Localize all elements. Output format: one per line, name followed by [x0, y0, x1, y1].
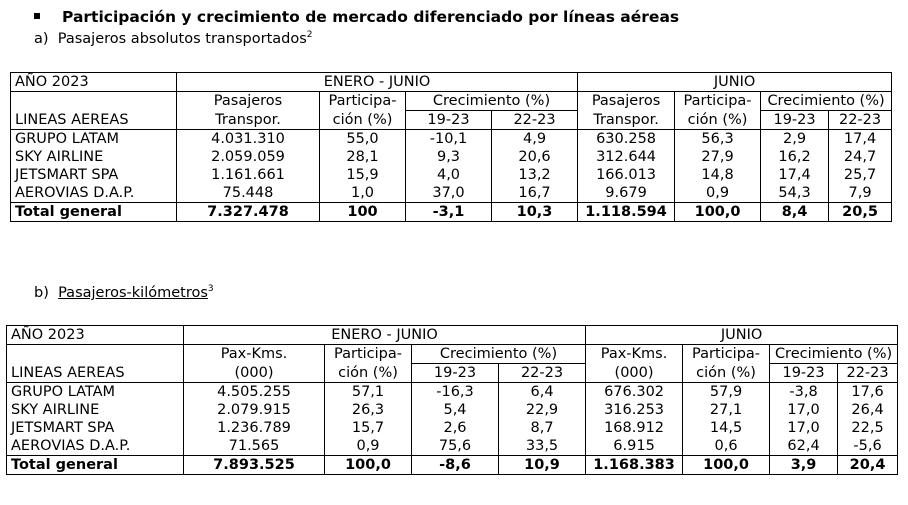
growth-19-23-value: 2,6: [412, 419, 499, 437]
june-share-value: 56,3: [675, 130, 761, 149]
period-1-header: ENERO - JUNIO: [177, 73, 578, 92]
june-growth-22-23-value: 24,7: [829, 148, 892, 166]
june-share-value: 14,5: [683, 419, 770, 437]
share-header-line-1: Participa-: [325, 345, 412, 364]
table-row: [7, 437, 898, 456]
header-spacer: [7, 345, 184, 364]
metric-header-line-2: Transpor.: [578, 111, 675, 130]
total-growth-19-23-value: -3,1: [406, 203, 492, 222]
june-growth-22-23-value: 25,7: [829, 166, 892, 184]
june-share-value: 0,9: [675, 184, 761, 203]
june-passengers-value: 166.013: [596, 167, 657, 183]
june-passengers-value: 6.915: [613, 438, 655, 454]
june-growth-22-23-value: 7,9: [829, 184, 892, 203]
share-header-line-2: ción (%): [683, 364, 770, 383]
june-share-value: 27,9: [675, 148, 761, 166]
total-june-growth-19-23-value: 8,4: [761, 203, 829, 222]
growth-22-23-header: 22-23: [492, 111, 578, 130]
total-row: [7, 456, 898, 475]
total-june-passengers-value: 1.118.594: [578, 203, 675, 222]
total-passengers-value: 7.893.525: [184, 456, 325, 475]
bullet-icon: [34, 13, 40, 19]
year-label: AÑO 2023: [11, 73, 177, 92]
airlines-header: LINEAS AEREAS: [7, 364, 184, 383]
growth-header: Crecimiento (%): [412, 345, 586, 364]
june-share-value: 57,9: [683, 383, 770, 402]
share-header-line-1: Participa-: [683, 345, 770, 364]
share-value: 57,1: [325, 383, 412, 402]
june-share-value: 0,6: [683, 437, 770, 456]
airline-name: JETSMART SPA: [7, 419, 184, 437]
metric-header-line-2: Transpor.: [177, 111, 320, 130]
growth-19-23-value: 37,0: [406, 184, 492, 203]
table-a: [10, 72, 892, 222]
growth-19-23-header: 19-23: [761, 111, 829, 130]
june-growth-22-23-value: 17,4: [829, 130, 892, 149]
share-value: 15,9: [320, 166, 406, 184]
growth-19-23-header: 19-23: [412, 364, 499, 383]
airline-name: AEROVIAS D.A.P.: [11, 184, 177, 203]
share-value: 15,7: [325, 419, 412, 437]
total-row: [11, 203, 892, 222]
growth-19-23-value: 9,3: [406, 148, 492, 166]
growth-22-23-value: 6,4: [499, 383, 586, 402]
airline-name: SKY AIRLINE: [11, 148, 177, 166]
total-june-growth-22-23-value: 20,5: [829, 203, 892, 222]
total-label: Total general: [11, 203, 177, 222]
june-passengers-value: 630.258: [596, 131, 657, 147]
share-value: 28,1: [320, 148, 406, 166]
total-june-share-value: 100,0: [683, 456, 770, 475]
growth-22-23-value: 4,9: [492, 130, 578, 149]
june-passengers-value: 9.679: [605, 185, 647, 201]
total-june-growth-22-23-value: 20,4: [838, 456, 898, 475]
june-passengers-value: 676.302: [604, 384, 665, 400]
total-passengers-value: 7.327.478: [177, 203, 320, 222]
passengers-value: 1.161.661: [211, 167, 285, 183]
june-growth-19-23-value: 17,0: [770, 401, 838, 419]
june-passengers-value: 312.644: [596, 149, 657, 165]
table-row: [7, 419, 898, 437]
header-row-1: [11, 73, 892, 92]
growth-header: Crecimiento (%): [406, 92, 578, 111]
share-value: 1,0: [320, 184, 406, 203]
total-growth-22-23-value: 10,3: [492, 203, 578, 222]
growth-header: Crecimiento (%): [770, 345, 898, 364]
growth-22-23-header: 22-23: [838, 364, 898, 383]
airline-name: SKY AIRLINE: [7, 401, 184, 419]
metric-header-line-2: (000): [586, 364, 683, 383]
growth-22-23-value: 22,9: [499, 401, 586, 419]
growth-22-23-header: 22-23: [499, 364, 586, 383]
passengers-value: 2.059.059: [211, 149, 285, 165]
growth-19-23-header: 19-23: [406, 111, 492, 130]
june-growth-19-23-value: 2,9: [761, 130, 829, 149]
airlines-header: LINEAS AEREAS: [11, 111, 177, 130]
june-passengers-value: 316.253: [604, 402, 665, 418]
section-a-heading: a) Pasajeros absolutos transportados$^2$: [34, 30, 313, 47]
growth-19-23-value: -16,3: [412, 383, 499, 402]
total-share-value: 100,0: [325, 456, 412, 475]
growth-19-23-value: 4,0: [406, 166, 492, 184]
growth-22-23-header: 22-23: [829, 111, 892, 130]
growth-19-23-value: 5,4: [412, 401, 499, 419]
june-growth-19-23-value: 62,4: [770, 437, 838, 456]
june-growth-19-23-value: 54,3: [761, 184, 829, 203]
airline-name: JETSMART SPA: [11, 166, 177, 184]
june-growth-19-23-value: 16,2: [761, 148, 829, 166]
growth-22-23-value: 8,7: [499, 419, 586, 437]
metric-header-line-1: Pasajeros: [213, 93, 283, 110]
period-1-header: ENERO - JUNIO: [184, 326, 586, 345]
header-spacer: [11, 92, 177, 111]
total-growth-22-23-value: 10,9: [499, 456, 586, 475]
share-header-line-2: ción (%): [675, 111, 761, 130]
total-june-share-value: 100,0: [675, 203, 761, 222]
growth-19-23-header: 19-23: [770, 364, 838, 383]
airline-name: GRUPO LATAM: [7, 383, 184, 402]
period-2-header: JUNIO: [578, 73, 892, 92]
header-row-3: [11, 111, 892, 130]
share-header-line-2: ción (%): [325, 364, 412, 383]
airline-name: GRUPO LATAM: [11, 130, 177, 149]
table-b: [6, 325, 898, 475]
table-row: [11, 148, 892, 166]
june-growth-19-23-value: 17,0: [770, 419, 838, 437]
total-june-passengers-value: 1.168.383: [586, 456, 683, 475]
table-row: [7, 383, 898, 402]
growth-22-23-value: 20,6: [492, 148, 578, 166]
passengers-value: 4.505.255: [217, 384, 291, 400]
passengers-value: 4.031.310: [211, 131, 285, 147]
growth-22-23-value: 13,2: [492, 166, 578, 184]
june-growth-22-23-value: -5,6: [838, 437, 898, 456]
total-june-growth-19-23-value: 3,9: [770, 456, 838, 475]
period-2-header: JUNIO: [586, 326, 898, 345]
june-passengers-value: 168.912: [604, 420, 665, 436]
growth-22-23-value: 33,5: [499, 437, 586, 456]
metric-header-line-1: Pax-Kms.: [600, 346, 668, 363]
section-b-heading: b) Pasajeros-kilómetros$^3$: [34, 284, 214, 301]
june-share-value: 27,1: [683, 401, 770, 419]
header-row-3: [7, 364, 898, 383]
share-header-line-1: Participa-: [320, 92, 406, 111]
share-header-line-2: ción (%): [320, 111, 406, 130]
table-row: [11, 130, 892, 149]
june-growth-19-23-value: -3,8: [770, 383, 838, 402]
table-row: [11, 166, 892, 184]
airline-name: AEROVIAS D.A.P.: [7, 437, 184, 456]
growth-19-23-value: 75,6: [412, 437, 499, 456]
passengers-value: 2.079.915: [217, 402, 291, 418]
metric-header-line-1: Pax-Kms.: [220, 346, 288, 363]
share-value: 0,9: [325, 437, 412, 456]
page-title: Participación y crecimiento de mercado diferenciado por líneas aéreas: [34, 8, 679, 26]
passengers-value: 1.236.789: [217, 420, 291, 436]
share-header-line-1: Participa-: [675, 92, 761, 111]
june-growth-22-23-value: 22,5: [838, 419, 898, 437]
header-row-2: [7, 345, 898, 364]
year-label: AÑO 2023: [7, 326, 184, 345]
june-growth-19-23-value: 17,4: [761, 166, 829, 184]
share-value: 26,3: [325, 401, 412, 419]
passengers-value: 71.565: [228, 438, 280, 454]
june-growth-22-23-value: 17,6: [838, 383, 898, 402]
total-share-value: 100: [320, 203, 406, 222]
growth-19-23-value: -10,1: [406, 130, 492, 149]
header-row-1: [7, 326, 898, 345]
passengers-value: 75.448: [222, 185, 274, 201]
metric-header-line-2: (000): [184, 364, 325, 383]
total-label: Total general: [7, 456, 184, 475]
share-value: 55,0: [320, 130, 406, 149]
table-row: [11, 184, 892, 203]
header-row-2: [11, 92, 892, 111]
june-growth-22-23-value: 26,4: [838, 401, 898, 419]
june-share-value: 14,8: [675, 166, 761, 184]
metric-header-line-1: Pasajeros: [591, 93, 661, 110]
total-growth-19-23-value: -8,6: [412, 456, 499, 475]
growth-header: Crecimiento (%): [761, 92, 892, 111]
table-row: [7, 401, 898, 419]
growth-22-23-value: 16,7: [492, 184, 578, 203]
